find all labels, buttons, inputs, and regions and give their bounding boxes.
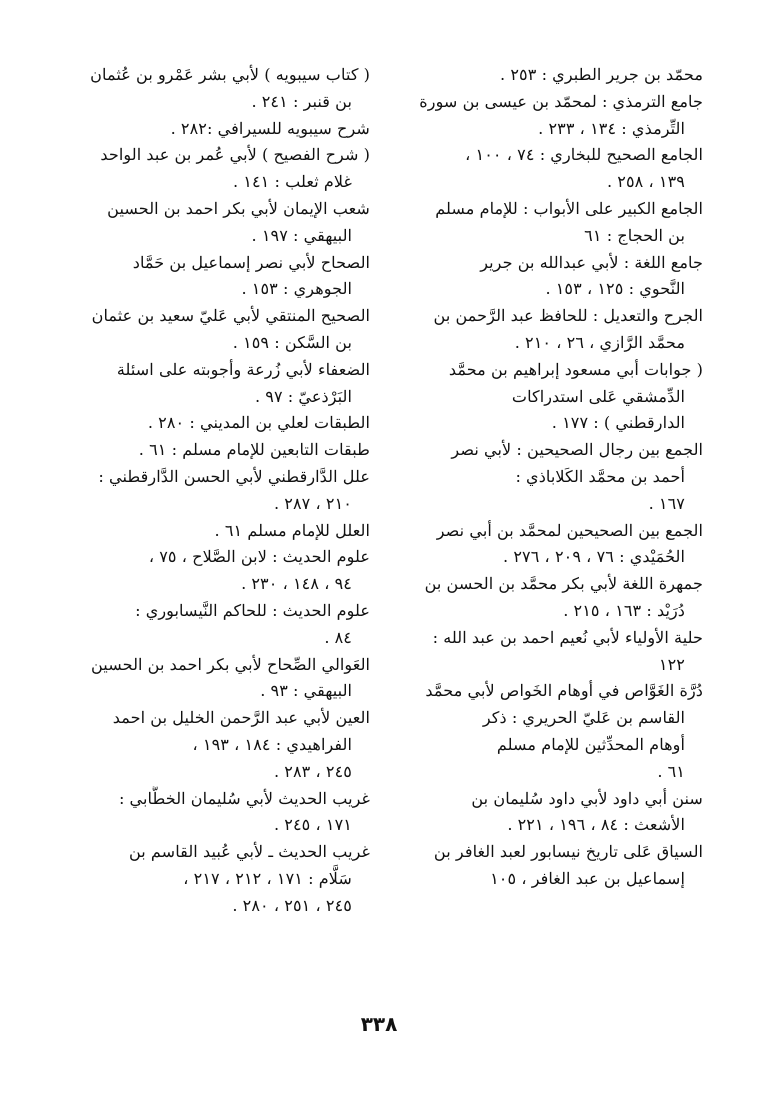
entry-title-line: ( كتاب سيبويه ) لأبي بشر عَمْرو بن عُثمان bbox=[90, 65, 370, 84]
entry-continuation-line: البَرْذعيّ : ٩٧ . bbox=[254, 386, 352, 406]
entry-continuation-line: ١٣٩ ، ٢٥٨ . bbox=[606, 172, 685, 192]
index-entry bbox=[361, 518, 703, 572]
entry-title-line: علوم الحديث : للحاكم النَّيسابوري : bbox=[135, 600, 370, 620]
index-entry bbox=[361, 357, 703, 437]
entry-title-line: علوم الحديث : لابن الصَّلاح ، ٧٥ ، bbox=[148, 547, 370, 567]
entry-title-line: طبقات التابعين للإمام مسلم : ٦١ . bbox=[138, 440, 370, 460]
index-entry bbox=[28, 464, 370, 518]
index-entry bbox=[28, 437, 370, 464]
index-entry bbox=[28, 839, 370, 919]
entry-title-line: شعب الإيمان لأبي بكر احمد بن الحسين bbox=[107, 198, 370, 218]
entry-continuation-line: بن الحجاج : ٦١ bbox=[584, 225, 685, 245]
index-entry bbox=[361, 786, 703, 840]
entry-title-line: غريب الحديث لأبي سُليمان الخطَّابي : bbox=[118, 788, 370, 808]
index-column-left bbox=[28, 62, 370, 920]
entry-title-line: الصحيح المنتقي لأبي عَليّ سعيد بن عثمان bbox=[91, 306, 370, 326]
entry-title-line: جامع اللغة : لأبي عبدالله بن جرير bbox=[480, 252, 703, 272]
index-entry bbox=[361, 142, 703, 196]
entry-title-line: الجمع بين الصحيحين لمحمَّد بن أبي نصر bbox=[436, 520, 703, 540]
index-entry bbox=[361, 250, 703, 304]
entry-title-line: دُرَّة الغَوَّاص في أوهام الخَواص لأبي محمَّد bbox=[425, 681, 703, 701]
entry-continuation-line: أوهام المحدِّثين للإمام مسلم bbox=[496, 734, 685, 754]
entry-continuation-line: الأشعث : ٨٤ ، ١٩٦ ، ٢٢١ . bbox=[507, 815, 685, 835]
index-entry bbox=[28, 544, 370, 598]
index-entry bbox=[361, 437, 703, 517]
index-entry bbox=[361, 625, 703, 679]
entry-title-line: ( شرح الفصيح ) لأبي عُمر بن عبد الواحد bbox=[100, 145, 370, 165]
index-entry bbox=[28, 518, 370, 545]
entry-title-line: سنن أبي داود لأبي داود سُليمان بن bbox=[471, 788, 703, 808]
entry-continuation-line: البيهقي : ٩٣ . bbox=[260, 681, 352, 701]
entry-title-line: محمّد بن جرير الطبري : ٢٥٣ . bbox=[500, 65, 703, 84]
entry-continuation-line: النَّحوي : ١٢٥ ، ١٥٣ . bbox=[545, 279, 685, 299]
entry-continuation-line: ٩٤ ، ١٤٨ ، ٢٣٠ . bbox=[241, 574, 352, 594]
entry-continuation-line: ٢٤٥ ، ٢٨٣ . bbox=[273, 761, 352, 781]
index-entry bbox=[28, 786, 370, 840]
entry-title-line: العلل للإمام مسلم ٦١ . bbox=[214, 520, 370, 540]
index-entry bbox=[361, 196, 703, 250]
entry-title-line: علل الدَّارقطني لأبي الحسن الدَّارقطني : bbox=[98, 466, 370, 486]
entry-title-line: الصحاح لأبي نصر إسماعيل بن حَمَّاد bbox=[132, 252, 370, 272]
index-entry bbox=[28, 357, 370, 411]
index-entry bbox=[28, 62, 370, 116]
entry-continuation-line: ١٦٧ . bbox=[648, 493, 685, 513]
entry-continuation-line: الفراهيدي : ١٨٤ ، ١٩٣ ، bbox=[192, 734, 352, 754]
index-column-right bbox=[361, 62, 703, 893]
entry-continuation-line: سَلَّام : ١٧١ ، ٢١٢ ، ٢١٧ ، bbox=[183, 868, 352, 888]
index-entry bbox=[28, 410, 370, 437]
entry-title-line: العَوالي الصِّحاح لأبي بكر احمد بن الحسين bbox=[90, 654, 370, 674]
index-entry bbox=[361, 303, 703, 357]
entry-continuation-line: إسماعيل بن عبد الغافر ، ١٠٥ bbox=[490, 868, 685, 888]
entry-continuation-line: الدارقطني ) : ١٧٧ . bbox=[551, 413, 685, 433]
entry-continuation-line: الجوهري : ١٥٣ . bbox=[241, 279, 352, 299]
entry-continuation-line: ٨٤ . bbox=[324, 627, 352, 647]
entry-title-line: الجمع بين رجال الصحيحين : لأبي نصر bbox=[451, 440, 703, 460]
index-entry bbox=[361, 678, 703, 785]
entry-continuation-line: ١٢٢ bbox=[658, 654, 685, 674]
index-entry bbox=[28, 116, 370, 143]
index-entry bbox=[28, 142, 370, 196]
index-entry bbox=[28, 196, 370, 250]
entry-continuation-line: ٢٤٥ ، ٢٥١ ، ٢٨٠ . bbox=[232, 895, 352, 915]
index-page bbox=[0, 62, 758, 982]
entry-title-line: جمهرة اللغة لأبي بكر محمَّد بن الحسن بن bbox=[424, 574, 703, 594]
entry-continuation-line: ٢١٠ ، ٢٨٧ . bbox=[273, 493, 352, 513]
entry-title-line: الضعفاء لأبي زُرعة وأجوبته على اسئلة bbox=[116, 359, 370, 379]
entry-continuation-line: بن السَّكن : ١٥٩ . bbox=[232, 332, 352, 352]
index-entry bbox=[28, 250, 370, 304]
index-entry bbox=[28, 598, 370, 652]
entry-title-line: الجامع الصحيح للبخاري : ٧٤ ، ١٠٠ ، bbox=[465, 145, 703, 165]
entry-continuation-line: ٦١ . bbox=[657, 761, 685, 781]
entry-continuation-line: القاسم بن عَليّ الحريري : ذكر bbox=[482, 708, 685, 728]
index-entry bbox=[361, 62, 703, 89]
entry-continuation-line: غلام ثعلب : ١٤١ . bbox=[233, 172, 352, 192]
index-entry bbox=[361, 571, 703, 625]
entry-title-line: الجامع الكبير على الأبواب : للإمام مسلم bbox=[435, 198, 703, 218]
index-entry bbox=[28, 652, 370, 706]
entry-title-line: الطبقات لعلي بن المديني : ٢٨٠ . bbox=[147, 413, 370, 433]
entry-title-line: الجرح والتعديل : للحافظ عبد الرَّحمن بن bbox=[433, 306, 703, 326]
entry-title-line: ( جوابات أبي مسعود إبراهيم بن محمَّد bbox=[448, 359, 703, 379]
entry-continuation-line: محمَّد الرَّازي ، ٢٦ ، ٢١٠ . bbox=[514, 332, 685, 352]
entry-continuation-line: ١٧١ ، ٢٤٥ . bbox=[273, 815, 352, 835]
index-entry bbox=[361, 89, 703, 143]
entry-title-line: غريب الحديث ـ لأبي عُبيد القاسم بن bbox=[128, 842, 370, 862]
entry-continuation-line: الدِّمشقي عَلى استدراكات bbox=[511, 386, 685, 406]
index-entry bbox=[28, 303, 370, 357]
entry-title-line: جامع الترمذي : لمحمّد بن عيسى بن سورة bbox=[419, 91, 703, 111]
index-entry bbox=[361, 839, 703, 893]
entry-continuation-line: أحمد بن محمَّد الكَلاباذي : bbox=[515, 466, 685, 486]
entry-continuation-line: دُرَيْد : ١٦٣ ، ٢١٥ . bbox=[563, 600, 685, 620]
entry-continuation-line: البيهقي : ١٩٧ . bbox=[251, 225, 352, 245]
page-number: ٣٣٨ bbox=[360, 1012, 398, 1036]
entry-continuation-line: الحُمَيْدي : ٧٦ ، ٢٠٩ ، ٢٧٦ . bbox=[503, 547, 685, 567]
entry-continuation-line: بن قنبر : ٢٤١ . bbox=[251, 91, 352, 111]
index-entry bbox=[28, 705, 370, 785]
entry-title-line: العين لأبي عبد الرَّحمن الخليل بن احمد bbox=[112, 708, 370, 728]
entry-title-line: حلية الأولياء لأبي نُعيم احمد بن عبد الله : bbox=[432, 627, 703, 647]
entry-title-line: السياق عَلى تاريخ نيسابور لعبد الغافر بن bbox=[433, 842, 703, 862]
entry-continuation-line: التِّرمذي : ١٣٤ ، ٢٣٣ . bbox=[538, 118, 685, 138]
entry-title-line: شرح سيبويه للسيرافي :٢٨٢ . bbox=[170, 118, 370, 138]
